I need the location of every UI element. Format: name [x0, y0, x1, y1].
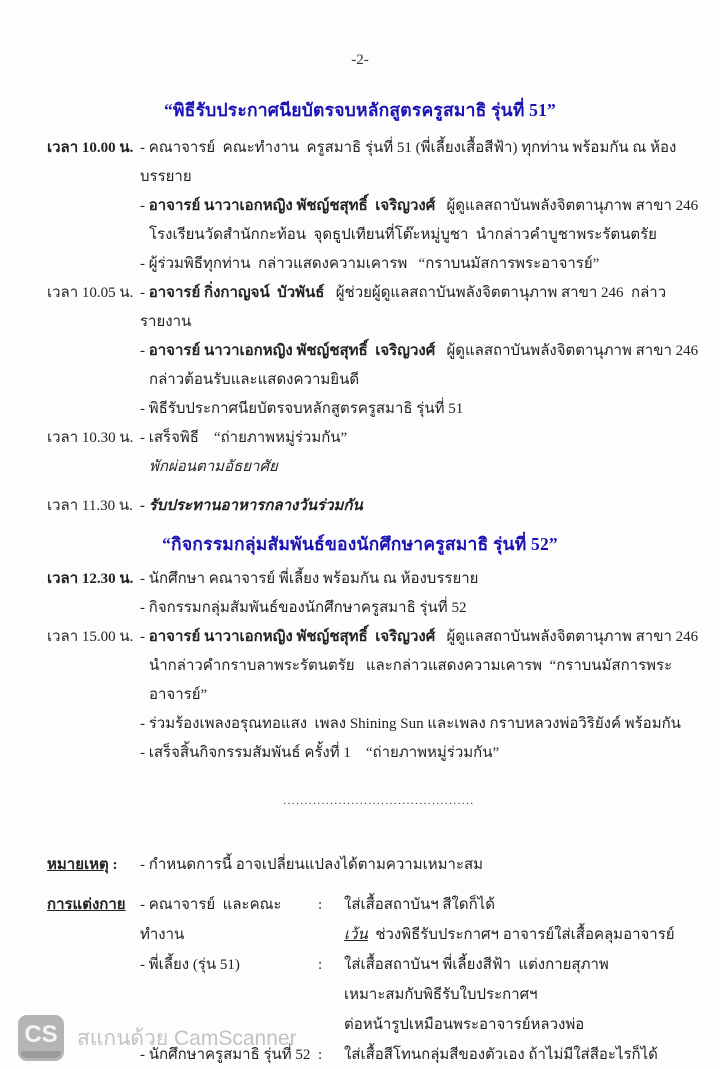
schedule-line: [140, 221, 706, 250]
time-label: เวลา 10.05 น.: [47, 285, 134, 301]
camscanner-logo-bar: [21, 1051, 61, 1058]
schedule-line: [140, 492, 706, 521]
text-run: ใส่เสื้อสถาบันฯ พี่เลี้ยงสีฟ้า แต่งกายสุภาพ: [344, 957, 609, 973]
colon-separator: :: [318, 1047, 323, 1063]
text-run: ใส่เสื้อสถาบันฯ สีใดก็ได้: [344, 897, 495, 913]
schedule-section: [0, 530, 720, 768]
text-run: - ผู้ร่วมพิธีทุกท่าน กล่าวแสดงความเคารพ “กราบนมัสการพระอาจารย์”: [140, 256, 600, 272]
scan-caption: สแกนด้วย CamScanner: [77, 1026, 297, 1050]
camscanner-logo-icon: [18, 1015, 64, 1061]
text-run: - รับประทานอาหารกลางวันร่วมกัน: [140, 498, 363, 514]
text-run: กล่าวต้อนรับและแสดงความยินดี: [149, 372, 360, 388]
schedule-line: [140, 134, 706, 192]
text-run: ผู้ดูแลสถาบันพลังจิตตานุภาพ สาขา 246: [435, 629, 699, 645]
text-run: ช่วงพิธีรับประกาศฯ อาจารย์ใส่เสื้อคลุมอาจารย์: [367, 927, 675, 943]
text-run: ผู้ดูแลสถาบันพลังจิตตานุภาพ สาขา 246: [435, 343, 699, 359]
section-title: “พิธีรับประกาศนียบัตรจบหลักสูตรครูสมาธิ รุ่นที่ 51”: [164, 100, 556, 120]
text-run: ผู้ช่วยผู้ดูแลสถาบันพลังจิตตานุภาพ สาขา 246 กล่าวรายงาน: [140, 285, 667, 330]
text-run: ใส่เสื้อสีโทนกลุ่มสีของตัวเอง ถ้าไม่มีใส่สีอะไรก็ได้: [344, 1047, 658, 1063]
dress-value-line: [344, 890, 710, 920]
note-label: [47, 850, 140, 880]
schedule-line: [140, 424, 706, 453]
text-run: - พิธีรับประกาศนียบัตรจบหลักสูตรครูสมาธิ รุ่นที่ 51: [140, 401, 464, 417]
schedule-line: [140, 337, 706, 366]
schedule-line: [140, 250, 706, 279]
row-lines: [140, 424, 720, 482]
schedule-line: [140, 594, 706, 623]
row-lines: [140, 623, 720, 768]
note-label-suffix: :: [108, 857, 118, 873]
text-run: เหมาะสมกับพิธีรับใบประกาศฯ: [344, 987, 538, 1003]
note-text: - กำหนดการนี้ อาจเปลี่ยนแปลงได้ตามความเหมาะสม: [140, 857, 484, 873]
time-label: เวลา 10.00 น.: [47, 140, 134, 156]
dress-value-line: [344, 920, 710, 950]
text-run: อาจารย์ นาวาเอกหญิง พัชญ์ชสุทธิ์ เจริญวงศ์: [148, 343, 436, 359]
dress-item: - นักศึกษาครูสมาธิ รุ่นที่ 52: [140, 1047, 311, 1063]
schedule-row: [0, 424, 720, 482]
text-run: อาจารย์ นาวาเอกหญิง พัชญ์ชสุทธิ์ เจริญวงศ์: [148, 198, 436, 214]
text-run: อาจารย์ นาวาเอกหญิง พัชญ์ชสุทธิ์ เจริญวงศ์: [148, 629, 436, 645]
schedule-line: [140, 366, 706, 395]
text-run: -: [140, 343, 149, 359]
row-lines: [140, 134, 720, 279]
dress-entry: [140, 890, 710, 950]
schedule-line: [140, 623, 706, 652]
section-title: “กิจกรรมกลุ่มสัมพันธ์ของนักศึกษาครูสมาธิ รุ่นที่ 52”: [162, 534, 558, 554]
text-run: พักผ่อนตามอัธยาศัย: [149, 459, 278, 475]
text-run: - ร่วมร้องเพลงอรุณทอแสง เพลง Shining Sun และเพลง กราบหลวงพ่อวิริยังค์ พร้อมกัน: [140, 716, 681, 732]
schedule-row: [0, 279, 720, 424]
camscanner-logo-text: CS: [24, 1021, 58, 1048]
text-run: - คณาจารย์ คณะทำงาน ครูสมาธิ รุ่นที่ 51 (พี่เลี้ยงเสื้อสีฟ้า) ทุกท่าน พร้อมกัน ณ ห้องบรรยาย: [140, 140, 677, 185]
text-run: โรงเรียนวัดสำนักกะท้อน จุดธูปเทียนที่โต๊ะหมู่บูชา นำกล่าวคำบูชาพระรัตนตรัย: [149, 227, 657, 243]
schedule-line: [140, 279, 706, 337]
schedule-line: [140, 453, 706, 482]
time-label: เวลา 15.00 น.: [47, 629, 134, 645]
schedule-line: [140, 710, 706, 739]
divider-dots: .............................................: [283, 795, 475, 807]
schedule-row: [0, 623, 720, 768]
text-run: อาจารย์ กิ่งกาญจน์ บัวพันธ์: [148, 285, 325, 301]
text-run: - เสร็จสิ้นกิจกรรมสัมพันธ์ ครั้งที่ 1 “ถ่ายภาพหมู่ร่วมกัน”: [140, 745, 500, 761]
text-run: - กิจกรรมกลุ่มสัมพันธ์ของนักศึกษาครูสมาธิ รุ่นที่ 52: [140, 600, 467, 616]
note-label-text: หมายเหตุ: [47, 857, 109, 873]
dress-values: [344, 890, 710, 950]
schedule-line: [140, 192, 706, 221]
schedule-line: [140, 395, 706, 424]
text-run: ต่อหน้ารูปเหมือนพระอาจารย์หลวงพ่อ: [344, 1017, 585, 1033]
time-label: เวลา 10.30 น.: [47, 430, 134, 446]
row-lines: [140, 279, 720, 424]
page-number: -2-: [351, 52, 369, 68]
camscanner-footer: [0, 1007, 720, 1069]
dress-value-line: [344, 950, 710, 980]
text-run: -: [140, 285, 149, 301]
colon-separator: :: [318, 957, 323, 973]
note-body: [140, 850, 720, 880]
text-run: -: [140, 198, 149, 214]
text-run: นำกล่าวคำกราบลาพระรัตนตรัย และกล่าวแสดงความเคารพ “กราบนมัสการพระอาจารย์”: [149, 658, 673, 703]
row-lines: [140, 565, 720, 623]
note-label: [47, 890, 140, 920]
note-label-text: การแต่งกาย: [47, 897, 126, 913]
dress-item: - พี่เลี้ยง (รุ่น 51): [140, 957, 240, 973]
text-run: ผู้ดูแลสถาบันพลังจิตตานุภาพ สาขา 246: [435, 198, 699, 214]
time-label: เวลา 11.30 น.: [47, 498, 133, 514]
text-run: -: [140, 629, 149, 645]
dress-value-line: [344, 980, 710, 1010]
row-lines: [140, 492, 720, 521]
schedule-section: [0, 96, 720, 521]
schedule-line: [140, 565, 706, 594]
schedule-line: [140, 652, 706, 710]
note-row: [0, 850, 720, 880]
colon-separator: :: [318, 897, 323, 913]
schedule-body: [0, 96, 720, 768]
dress-item: - คณาจารย์ และคณะทำงาน: [140, 897, 282, 943]
schedule-row: [0, 565, 720, 623]
schedule-row: [0, 492, 720, 521]
time-label: เวลา 12.30 น.: [47, 571, 134, 587]
text-run: - นักศึกษา คณาจารย์ พี่เลี้ยง พร้อมกัน ณ ห้องบรรยาย: [140, 571, 479, 587]
schedule-row: [0, 134, 720, 279]
text-run: เว้น: [344, 927, 368, 943]
schedule-line: [140, 739, 706, 768]
text-run: - เสร็จพิธี “ถ่ายภาพหมู่ร่วมกัน”: [140, 430, 348, 446]
